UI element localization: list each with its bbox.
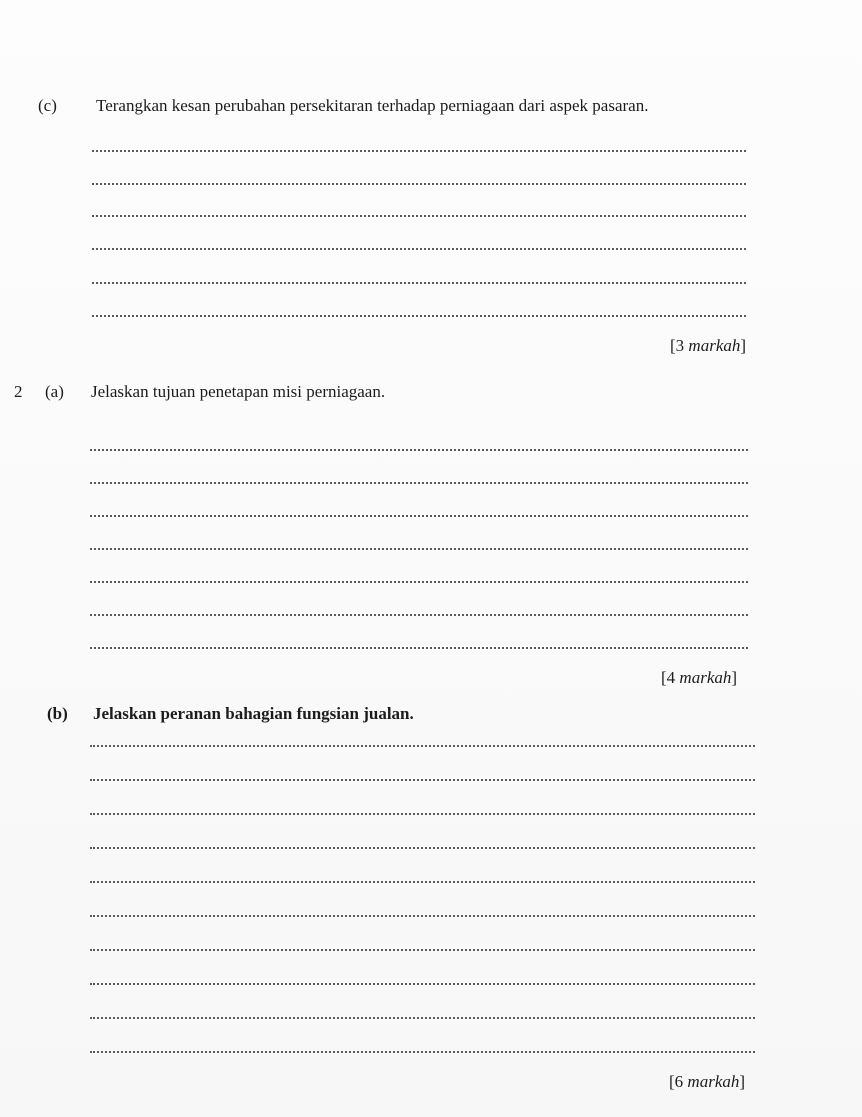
q2a-question: Jelaskan tujuan penetapan misi perniagaan.	[91, 382, 386, 401]
answer-line	[92, 248, 746, 250]
answer-line	[90, 779, 755, 781]
q1c-marks: [3 markah]	[670, 336, 747, 355]
answer-line	[90, 1051, 755, 1053]
answer-line	[90, 949, 755, 951]
answer-line	[90, 614, 748, 616]
answer-line	[92, 315, 746, 317]
answer-line	[90, 548, 748, 550]
answer-line	[90, 983, 755, 985]
answer-line	[92, 282, 746, 284]
answer-line	[90, 482, 748, 484]
q1c-label: (c)	[38, 96, 57, 115]
answer-line	[90, 847, 755, 849]
answer-line	[90, 647, 748, 649]
answer-line	[90, 449, 748, 451]
answer-line	[92, 183, 746, 185]
q2b-marks: [6 markah]	[669, 1072, 746, 1091]
q2b-question: Jelaskan peranan bahagian fungsian jualan.	[93, 704, 414, 723]
q2a-label: (a)	[45, 382, 64, 401]
answer-line	[92, 215, 746, 217]
answer-line	[90, 813, 755, 815]
answer-line	[90, 581, 748, 583]
q2-number: 2	[14, 382, 23, 401]
q2a-marks: [4 markah]	[661, 668, 738, 687]
answer-line	[90, 745, 755, 747]
q2b-label: (b)	[47, 704, 68, 723]
answer-line	[90, 1017, 755, 1019]
answer-line	[90, 915, 755, 917]
q1c-question: Terangkan kesan perubahan persekitaran terhadap perniagaan dari aspek pasaran.	[96, 96, 649, 115]
answer-line	[90, 515, 748, 517]
answer-line	[90, 881, 755, 883]
answer-line	[92, 150, 746, 152]
